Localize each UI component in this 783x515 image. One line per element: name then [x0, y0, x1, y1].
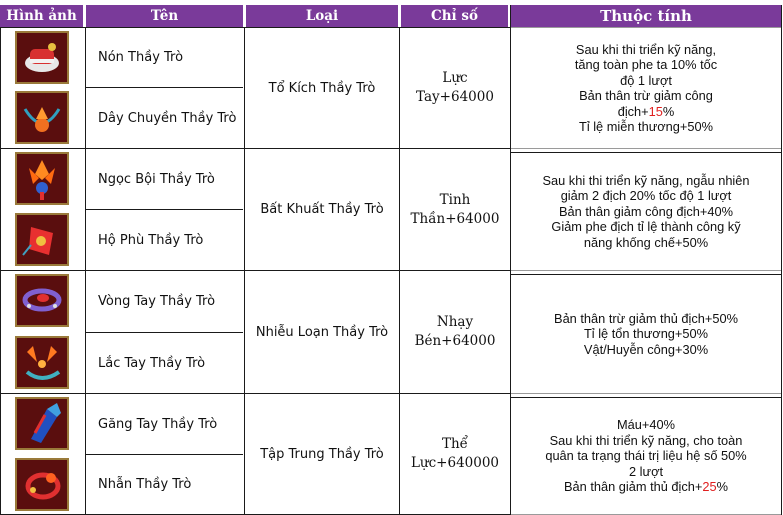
amulet-icon: [15, 213, 69, 266]
attr-line: Sau khi thi triển kỹ năng,: [575, 41, 717, 57]
item-name: Dây Chuyền Thầy Trò: [98, 110, 237, 126]
attribute-text: [511, 153, 781, 270]
attr-line: Máu+40%: [617, 417, 675, 433]
jade-pendant-icon: [15, 152, 69, 205]
attr-line: Vật/Huyễn công+30%: [583, 341, 709, 357]
header-name: Tên: [86, 5, 243, 27]
stat-value: [400, 271, 510, 393]
attr-border: [781, 5, 782, 515]
header-type: Loại: [246, 5, 398, 27]
attr-line: Giảm phe địch tỉ lệ thành công kỹ: [551, 219, 741, 235]
item-name: Vòng Tay Thầy Trò: [98, 294, 216, 309]
item-name: Ngọc Bội Thầy Trò: [98, 171, 215, 187]
stat-value: [400, 149, 510, 270]
item-name: Nhẫn Thầy Trò: [98, 477, 192, 492]
attr-line: Tỉ lệ miễn thương+50%: [579, 119, 713, 134]
stat-line: Bén+64000: [414, 333, 496, 349]
grid-line: [0, 27, 1, 515]
highlight-value: 15: [648, 103, 663, 119]
set-type: Tổ Kích Thầy Trò: [268, 80, 376, 96]
stat-line: Tay+64000: [416, 89, 494, 105]
item-name: Hộ Phù Thầy Trò: [98, 232, 204, 248]
header-image: Hình ảnh: [0, 5, 83, 27]
attr-line: giảm 2 địch 20% tốc độ 1 lượt: [560, 188, 732, 204]
attr-line: Sau khi thi triển kỹ năng, ngẫu nhiên: [542, 172, 750, 188]
stat-value: [400, 394, 510, 514]
stat-line: Thể: [441, 436, 468, 452]
attr-line: quân ta trạng thái trị liệu hệ số 50%: [545, 448, 747, 464]
bracelet-icon: [15, 274, 69, 327]
stat-line: Thần+64000: [410, 210, 500, 227]
attr-line: Bản thân giảm công địch+40%: [559, 203, 733, 219]
item-name: Lắc Tay Thầy Trò: [98, 355, 206, 371]
bangle-icon: [15, 336, 69, 389]
attr-line: độ 1 lượt: [620, 72, 672, 88]
attr-text: địch+: [617, 103, 649, 119]
attribute-text: [511, 28, 781, 148]
attr-text: Bản thân giảm thủ địch+: [564, 479, 703, 495]
attr-border: [511, 148, 781, 149]
attr-line: Tỉ lệ tổn thương+50%: [583, 326, 709, 342]
set-type: Tập Trung Thầy Trò: [260, 446, 384, 462]
stat-value: [400, 28, 510, 148]
attr-line: 2 lượt: [628, 463, 664, 479]
attr-text: %: [716, 479, 728, 495]
attr-line: tăng toàn phe ta 10% tốc: [574, 57, 718, 72]
attr-line: Bản thân trừ giảm thủ địch+50%: [554, 310, 738, 326]
ring-icon: [15, 458, 69, 511]
highlight-value: 25: [702, 479, 717, 495]
stat-line: Nhạy: [436, 314, 474, 330]
set-type: Nhiễu Loạn Thầy Trò: [255, 324, 389, 340]
header-stat: Chỉ số: [401, 5, 508, 27]
attr-border: [511, 270, 781, 271]
attr-line: Sau khi thi triển kỹ năng, cho toàn: [549, 432, 743, 448]
header-attribute: Thuộc tính: [511, 5, 781, 27]
set-type: Bất Khuất Thầy Trò: [260, 202, 384, 217]
attr-border: [511, 393, 781, 394]
attr-line: Bản thân trừ giảm công: [579, 88, 713, 103]
item-name: Găng Tay Thầy Trò: [98, 416, 218, 432]
necklace-icon: [15, 91, 69, 144]
stat-line: Lực+640000: [410, 455, 500, 471]
attribute-text: [511, 398, 781, 514]
attribute-text: [511, 275, 781, 393]
hat-icon: [15, 31, 69, 84]
attr-line: năng khống chế+50%: [583, 234, 709, 250]
attr-line: [618, 104, 675, 120]
stat-line: Lực: [442, 70, 468, 86]
item-name: Nón Thầy Trò: [98, 50, 184, 65]
glove-icon: [15, 397, 69, 450]
stat-line: Tinh: [439, 191, 471, 208]
attr-text: %: [662, 103, 675, 119]
attr-line: [564, 479, 728, 495]
